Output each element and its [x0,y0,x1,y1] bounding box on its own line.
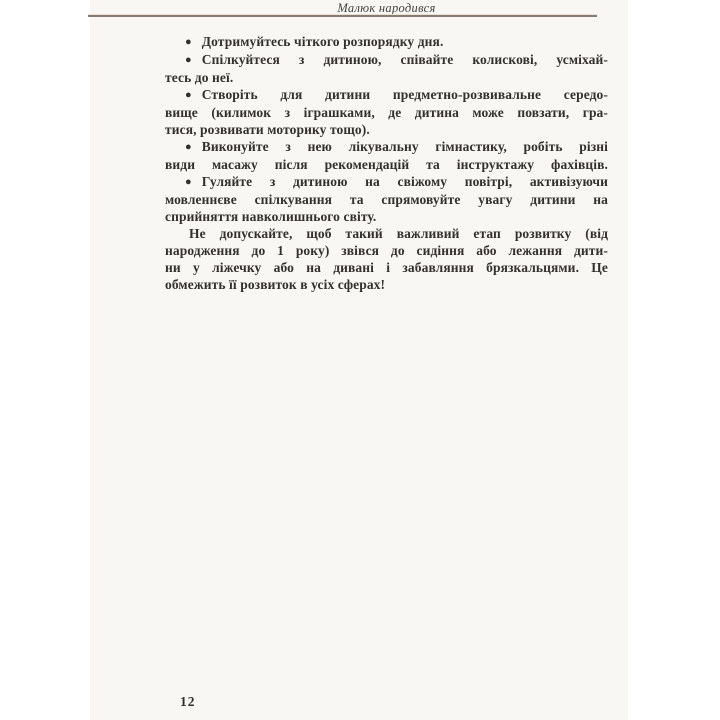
bullet-icon: ● [185,54,192,66]
text-line: сприйняття навколишнього світу. [165,209,377,224]
text-line: Не допускайте, щоб такий важливий етап розвитку (від [189,226,608,241]
bullet-icon: ● [185,89,192,101]
text-line: види масажу після рекомендацій та інструктажу фахівців. [165,157,608,172]
text-line: тися, розвивати моторику тощо). [165,122,370,137]
text-line: народження до 1 року) звівся до сидіння або лежання дити- [165,243,608,258]
text-line: обмежить її розвиток в усіх сферах! [165,277,386,292]
bullet-icon: ● [185,141,192,153]
text-line: ни у ліжечку або на дивані і забавляння брязкальцями. Це [165,260,608,275]
text-line: тесь до неї. [165,70,234,85]
text-line: мовленнєве спілкування та спрямовуйте увагу дитини на [165,192,608,207]
header-rule [88,14,597,17]
text-line: ● Спілкуйтеся з дитиною, співайте колискові, усміхай- [185,52,608,67]
text-line: ● Гуляйте з дитиною на свіжому повітрі, активізуючи [185,174,608,189]
running-header-title: Малюк народився [337,1,436,15]
running-header [90,0,628,22]
body-text [165,33,608,293]
text-line: вище (килимок з іграшками, де дитина може повзати, гра- [165,105,608,120]
text-line: ● Створіть для дитини предметно-розвивальне середо- [185,87,608,102]
bullet-icon: ● [185,176,192,188]
bullet-icon: ● [185,36,192,48]
text-line: ● Дотримуйтесь чіткого розпорядку дня. [185,34,444,49]
text-line: ● Виконуйте з нею лікувальну гімнастику, робіть різні [185,139,608,154]
page [90,0,628,720]
page-number: 12 [180,694,196,709]
